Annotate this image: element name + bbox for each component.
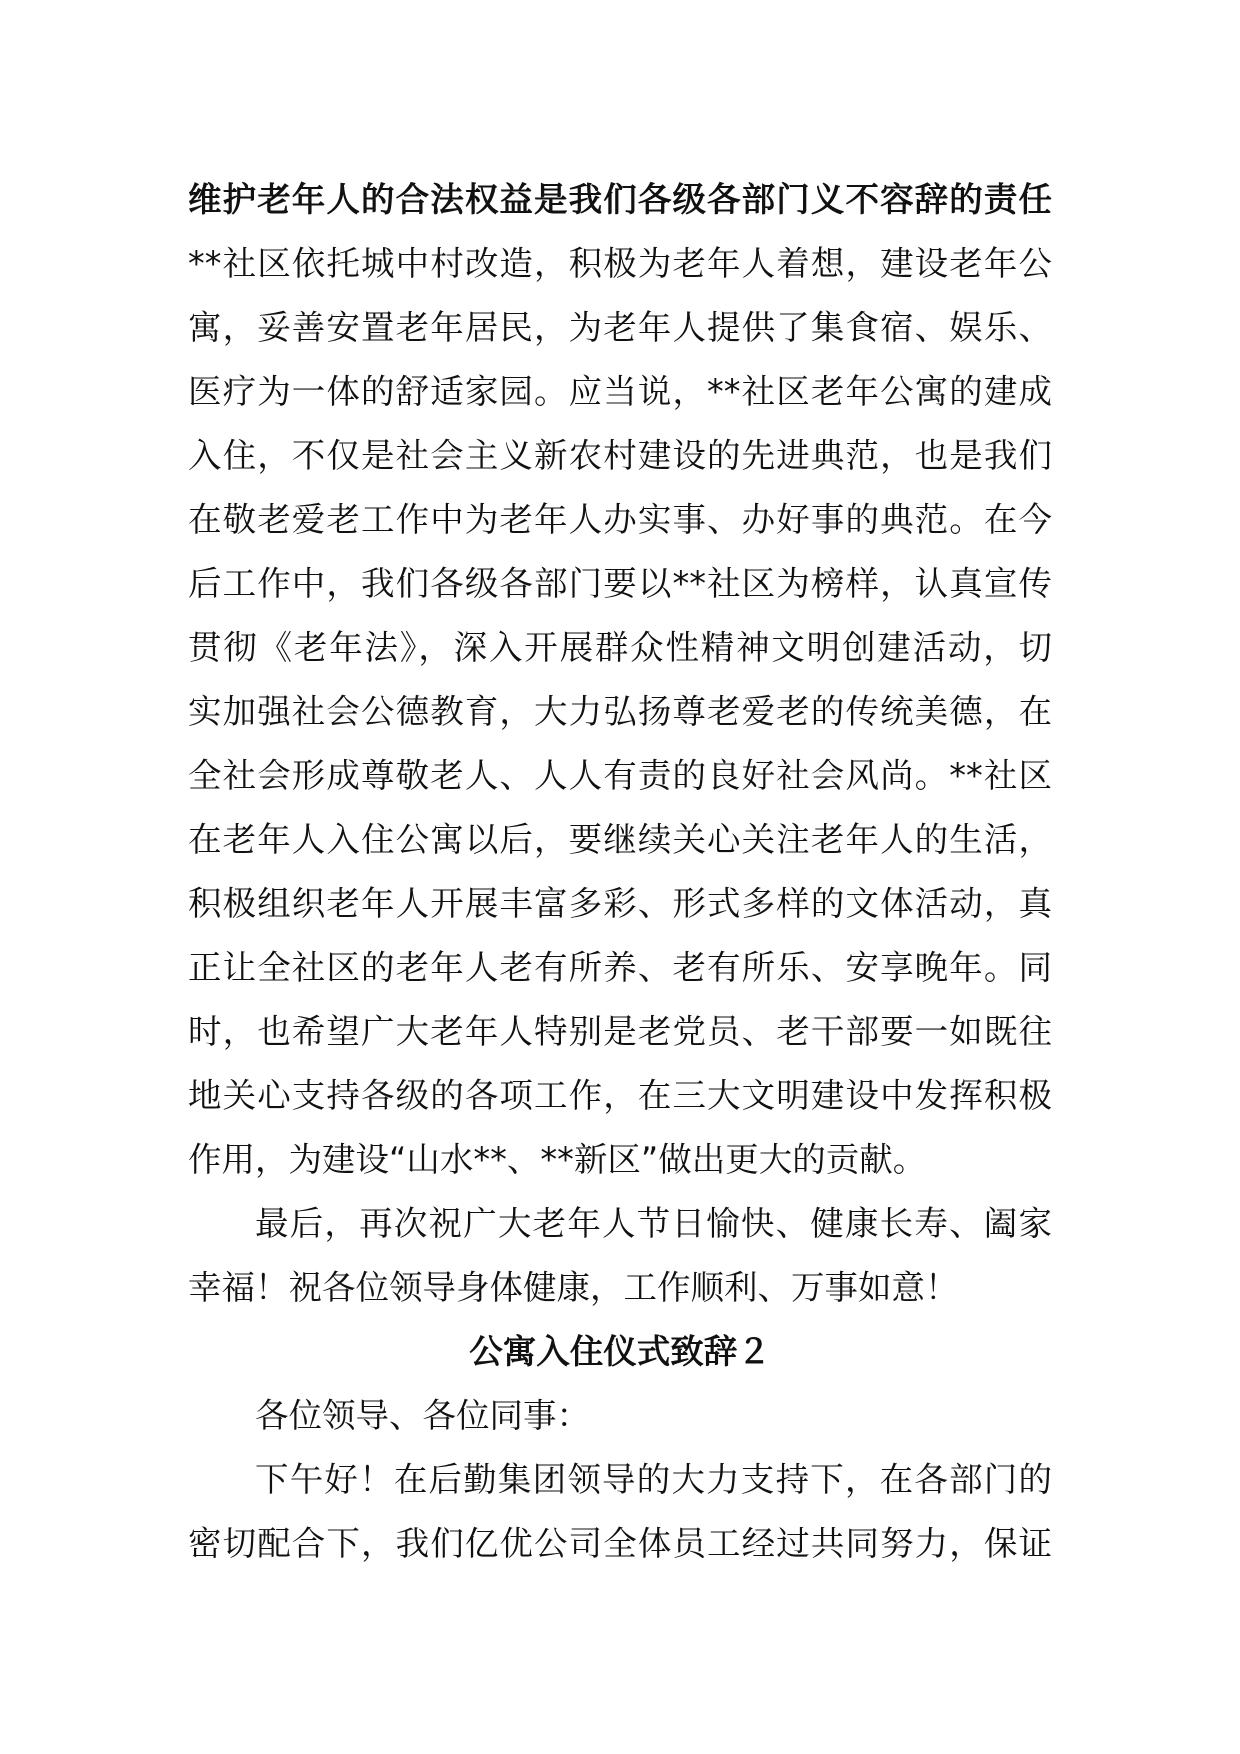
text-line: 全社会形成尊敬老人、人人有责的良好社会风尚。**社区 [188,756,1052,795]
text-line: 实加强社会公德教育，大力弘扬尊老爱老的传统美德，在 [188,692,1052,731]
text-line: 寓，妥善安置老年居民，为老年人提供了集食宿、娱乐、 [188,308,1052,347]
text-line: 正让全社区的老年人老有所养、老有所乐、安享晚年。同 [188,948,1052,987]
text-line: 入住，不仅是社会主义新农村建设的先进典范，也是我们 [188,436,1052,475]
text-line: **社区依托城中村改造，积极为老年人着想，建设老年公 [188,244,1052,283]
text-line: 幸福！祝各位领导身体健康，工作顺利、万事如意！ [188,1268,959,1307]
text-line: 在老年人入住公寓以后，要继续关心关注老年人的生活， [188,820,1052,859]
text-line: 在敬老爱老工作中为老年人办实事、办好事的典范。在今 [188,500,1052,539]
text-line: 时，也希望广大老年人特别是老党员、老干部要一如既往 [188,1012,1052,1051]
text-line: 作用，为建设“山水**、**新区”做出更大的贡献。 [188,1140,927,1179]
text-line: 贯彻《老年法》，深入开展群众性精神文明创建活动，切 [188,628,1052,667]
text-line: 最后，再次祝广大老年人节日愉快、健康长寿、阖家 [255,1204,1052,1243]
text-line: 后工作中，我们各级各部门要以**社区为榜样，认真宣传 [188,564,1052,603]
text-line: 地关心支持各级的各项工作，在三大文明建设中发挥积极 [188,1076,1052,1115]
section-title: 公寓入住仪式致辞２ [469,1332,771,1371]
text-line: 密切配合下，我们亿优公司全体员工经过共同努力，保证 [188,1524,1052,1563]
document-page [188,168,1052,1576]
salutation: 各位领导、各位同事： [255,1396,590,1435]
text-line: 积极组织老年人开展丰富多彩、形式多样的文体活动，真 [188,884,1052,923]
text-line: 下午好！在后勤集团领导的大力支持下，在各部门的 [255,1460,1052,1499]
text-line: 维护老年人的合法权益是我们各级各部门义不容辞的责任 [188,180,1052,219]
text-line: 医疗为一体的舒适家园。应当说，**社区老年公寓的建成 [188,372,1052,411]
